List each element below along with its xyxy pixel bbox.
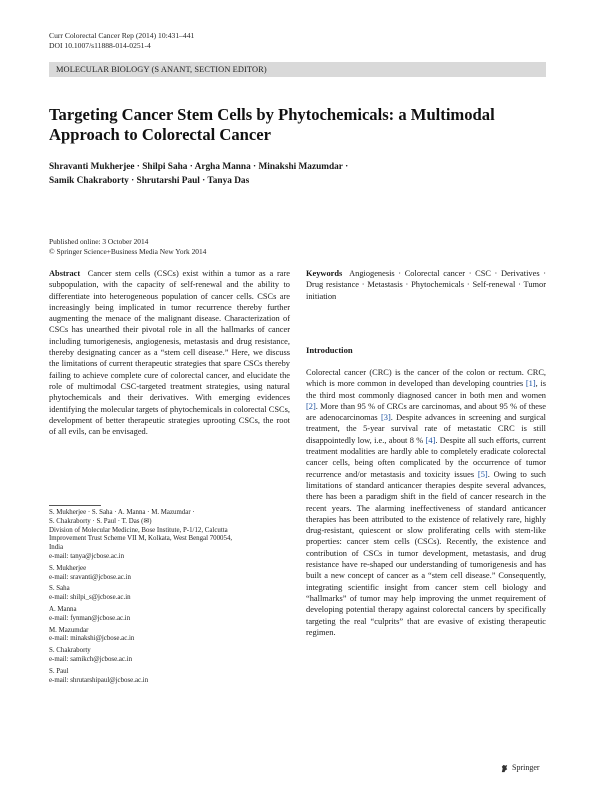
author-email[interactable]: e-mail: tanya@jcbose.ac.in (49, 552, 125, 560)
abstract (49, 268, 290, 437)
intro-text: . Despite all such efforts, current treatment modalities are hardly able to completely eradicate colorectal cancer cells, being often complicated by the occurrence of tumor recurrence and/or metastasis and toxicity issues (306, 435, 546, 479)
author-name: S. Paul (49, 667, 69, 675)
author-name: S. Saha (49, 585, 70, 593)
affiliation-group (49, 606, 294, 624)
affiliation-group (49, 585, 294, 603)
title-line: Approach to Colorectal Cancer (49, 125, 271, 144)
published-date: Published online: 3 October 2014 (49, 237, 149, 246)
abstract-text: Cancer stem cells (CSCs) exist within a tumor as a rare subpopulation, with the capacity of self-renewal and the ability to differentiate into heterogeneous population of cancer cells. CSCs are increasingly being implicated in tumor recurrence thereby further augmenting the menace of the malignant disease. Characterization of CSCs has unearthed their pivotal role in all the hallmarks of cancer including tumorigenesis, angiogenesis, metastasis and drug resistance, thereby designating cancer as a “stem cell disease.” Here, we discuss the limitations of current therapeutic strategies that spare CSCs thereby failing to achieve complete cure of colorectal cancer, and elucidate the role of multimodal CSC-targeted treatment strategies, using natural phytochemicals and their derivatives. With emerging evidences identifying the molecular targets of phytochemicals in colorectal CSCs, development of better therapeutic strategies uprooting CSCs, the root of all evils, can be envisaged. (49, 269, 290, 437)
keywords-label: Keywords (306, 269, 343, 278)
institution-address: Division of Molecular Medicine, Bose Institute, P-1/12, Calcutta (49, 526, 228, 534)
affiliation-group (49, 647, 294, 665)
citation-link[interactable]: [4] (425, 435, 436, 445)
journal-citation: Curr Colorectal Cancer Rep (2014) 10:431–441 (49, 31, 195, 40)
author-line: Samik Chakraborty · Shrutarshi Paul · Tanya Das (49, 176, 250, 186)
author-email[interactable]: e-mail: minakshi@jcbose.ac.in (49, 635, 135, 643)
intro-text: , is the third most commonly diagnosed cancer in both men and women (306, 379, 546, 400)
introduction-heading: Introduction (306, 345, 353, 355)
publisher-name: Springer (512, 763, 540, 772)
affiliation-group (49, 565, 294, 583)
author-email[interactable]: e-mail: shrutarshipaul@jcbose.ac.in (49, 676, 149, 684)
affiliation-group (49, 627, 294, 645)
citation-link[interactable]: [2] (306, 401, 316, 411)
footnote-divider (49, 505, 101, 506)
institution-address: Improvement Trust Scheme VII M, Kolkata, West Bengal 700054, (49, 535, 233, 543)
keywords (306, 268, 546, 302)
author-email[interactable]: e-mail: samikch@jcbose.ac.in (49, 655, 133, 663)
title-line: Targeting Cancer Stem Cells by Phytochemicals: a Multimodal (49, 105, 495, 124)
springer-horse-icon (500, 764, 509, 773)
author-names: S. Mukherjee · S. Saha · A. Manna · M. Mazumdar · (49, 509, 195, 516)
author-name: S. Chakraborty (49, 647, 91, 655)
author-email[interactable]: e-mail: shilpi_s@jcbose.ac.in (49, 594, 131, 602)
affiliation-group (49, 668, 294, 686)
journal-header (49, 31, 194, 51)
affiliation-group (49, 509, 294, 562)
keywords-text: Angiogenesis · Colorectal cancer · CSC · Derivatives · Drug resistance · Metastasis · Phytochemicals · Self-renewal · Tumor initiation (306, 269, 546, 301)
author-line: Shravanti Mukherjee · Shilpi Saha · Argha Manna · Minakshi Mazumdar · (49, 162, 349, 172)
author-names: S. Chakraborty · S. Paul · T. Das (✉) (49, 517, 152, 525)
article-title (49, 105, 549, 145)
citation-link[interactable]: [5] (477, 469, 488, 479)
publisher-mark (500, 763, 540, 773)
author-email[interactable]: e-mail: fynman@jcbose.ac.in (49, 614, 131, 622)
affiliations (49, 509, 294, 688)
intro-text: Colorectal cancer (CRC) is the cancer of the colon or rectum. CRC, which is more common in developed than developing countries (306, 368, 546, 389)
author-name: S. Mukherjee (49, 564, 87, 572)
intro-text: . Despite advances in screening and surgical treatment, the 5-year survival rate of metastatic CRC is still disappointedly low, i.e., about 8 % (306, 413, 546, 445)
author-email[interactable]: e-mail: sravanti@jcbose.ac.in (49, 573, 131, 581)
citation-link[interactable]: [1] (525, 379, 536, 389)
author-name: A. Manna (49, 605, 77, 613)
intro-text: . More than 95 % of CRCs are carcinomas, and about 95 % of these are adenocarcinomas (306, 401, 546, 423)
institution-address: India (49, 544, 64, 552)
author-list (49, 160, 489, 188)
intro-text: . Owing to such limitations of standard anticancer therapies despite several advances, there has been a paradigm shift in the field of cancer research in the recent years. The alarming ineffectiveness of standard anticancer therapies has been attributed to the existence of relatively rare, highly drug-resistant, quiescent or slow proliferating cells with stem-like properties: cancer stem cells (CSCs). Recently, the existence and contribution of CSCs in tumor development, metastasis, and drug resistance have re-shaped our understanding of tumorigenesis and has built a new concept of cancer as a “stem cell disease.” Consequently, integrating scientific insight from cancer stem cell biology and “hallmarks” of tumor may help improving the unmet requirement of developing potential therapy against colorectal cancers by specifically targeting the real “culprits” that are evasive of existing therapeutic regimen. (306, 469, 546, 637)
copyright-notice: © Springer Science+Business Media New York 2014 (49, 247, 207, 256)
introduction-body (306, 367, 546, 638)
section-banner: MOLECULAR BIOLOGY (S ANANT, SECTION EDITOR) (49, 62, 546, 77)
author-name: M. Mazumdar (49, 626, 89, 634)
publication-info (49, 237, 206, 257)
citation-link[interactable]: [3] (380, 413, 391, 423)
article-doi[interactable]: DOI 10.1007/s11888-014-0251-4 (49, 41, 151, 50)
abstract-label: Abstract (49, 269, 81, 278)
